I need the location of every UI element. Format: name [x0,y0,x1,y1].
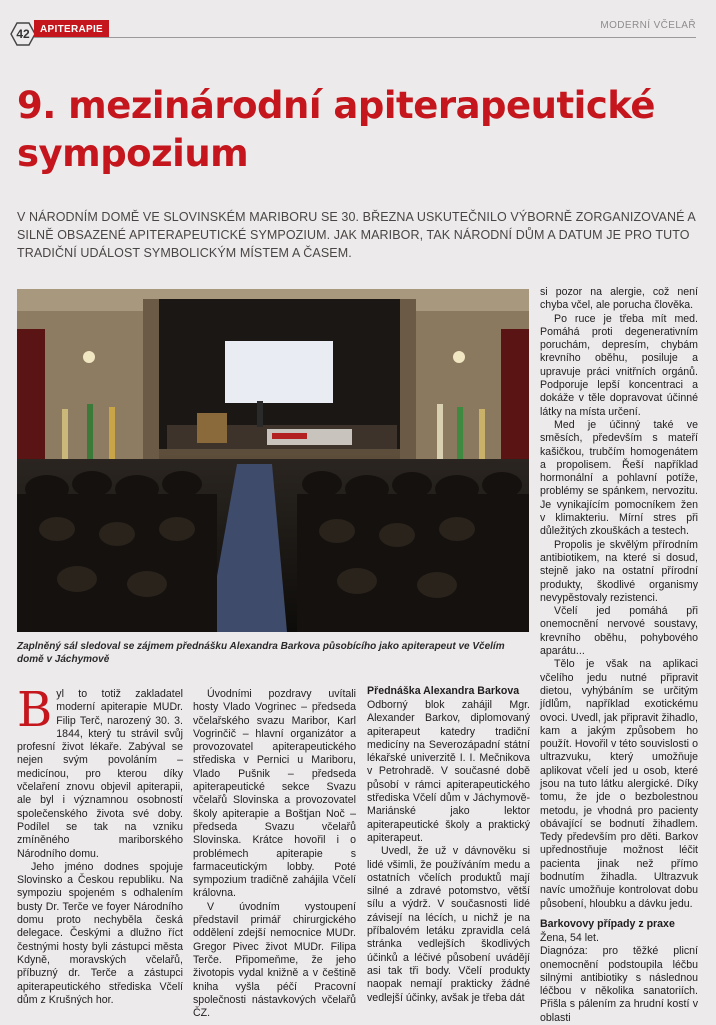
paragraph: Žena, 54 let. [540,931,599,944]
paragraph: Včelí jed pomáhá při onemocnění nervové soustavy, krevního oběhu, pohybového aparátu... [540,605,698,658]
paragraph: Po ruce je třeba mít med. Pomáhá proti degenerativním poruchám, depresím, chybám krevního oběhu, posiluje a upravuje práci vnitřních orgánů. Podporuje lepší koncentraci a dokáže v těle dopravovat účinné látky na místa určení. [540,312,698,418]
paragraph: Uvedl, že už v dávnověku si lidé všimli, že používáním medu a ostatních včelích produktů mají silné a zdravé potomstvo, větší sílu a výdrž. V současnosti lidé závisejí na lécích, u nichž je na příbalovém letáku zpravidla celá stránka vedlejších škodlivých účinků a léčivé působení uvádějí asi tak tři body. Včelí produkty naopak nemají prakticky žádné vedlejší účinky, avšak je třeba dát [367,845,530,1004]
text-column-4 [540,286,698,1025]
subheading: Přednáška Alexandra Barkova [367,685,520,697]
paragraph: Jeho jméno dodnes spojuje Slovinsko a Českou republiku. Na sympoziu spojeném s odhalením busty Dr. Terče ve foyer Národního domu proto nechyběla česká delegace. Českými a dlužno říct čestnými hosty byli zástupci města Kdyně, moravských včelařů, příbuzný dr. Terče a zástupci apiterapeutického střediska Včelí dům z Krušných hor. [17,860,183,1006]
section-tag: APITERAPIE [34,20,109,38]
subheading: Barkovovy případy z praxe [540,917,675,930]
paragraph: si pozor na alergie, což není chyba včel, ale porucha člověka. [540,286,698,312]
text-column-1 [17,682,183,1007]
article-lead: V NÁRODNÍM DOMĚ VE SLOVINSKÉM MARIBORU SE 30. BŘEZNA USKUTEČNILO VÝBORNĚ ZORGANIZOVANÉ A SILNĚ OBSAZENÉ APITERAPEUTICKÉ SYMPOZIUM. JAK MARIBOR, TAK NÁRODNÍ DŮM A DATUM JE PRO TUTO TRADIČNÍ UDÁLOST SYMBOLICKÝM MÍSTEM A ČASEM. [17,210,696,260]
text-column-3 [367,684,530,1005]
text-column-2 [193,688,356,1020]
paragraph: Úvodními pozdravy uvítali hosty Vlado Vogrinec – předseda včelařského svazu Maribor, Karl Vogrinčič – hlavní organizátor a provozovatel apiterapeutického střediska v Pernici u Mariboru, Vlado Pušnik – předseda apiterapeutické sekce Svazu včelařů Slovinska a provozovatel školy apiterapie a Boštjan Noč – předseda Svazu včelařů Slovinska. Krátce hovořil i o problémech apiterapie s farmaceutickým lobby. Poté sympozium tradičně zahájila Včelí královna. [193,688,356,900]
conference-hall-photo [17,289,529,632]
page-number [10,22,36,46]
paragraph: Diagnóza: pro těžké plicní onemocnění podstoupila léčbu silnými antibiotiky s následnou léčbou v několika sanatoriích. Přišla s pálením za hrudní kostí v oblasti [540,945,698,1024]
paragraph: Med je účinný také ve směsích, především s mateří kašičkou, trubčím homogenátem a propolisem. Řeší například hormonální a pohlavní potíže, problémy se spánkem, nervozitu. Je vynikajícím pomocníkem žen v klimakteriu. Mírní stres při důležitých zkouškách a testech. [540,418,698,538]
paragraph-text: yl to totiž zakladatel moderní apiterapie MUDr. Filip Terč, narozený 30. 3. 1844, který tu strávil svůj profesní život lékaře. Zabýval se nejen svým povoláním – medicínou, pro kterou díky včelaření znovu objevil apiterapii, ale byl i významnou osobností společenského života své doby. Podílel se tak na vzniku zmíněného mariborského Národního domu. [17,688,183,860]
hall-illustration [17,289,529,632]
page-number-text: 42 [16,27,30,41]
paragraph: Odborný blok zahájil Mgr. Alexander Barkov, diplomovaný apiterapeut katedry tradiční medicíny na Severozápadní státní lékařské univerzitě I. I. Mečnikova v Petrohradě. V současné době působí v rámci apiterapeutického střediska Včelí dům v Jáchymově-Mariánské jako lektor apiterapeutické školy a praktický apiterapeut. [367,699,530,844]
paragraph: Tělo je však na aplikaci včelího jedu nutné připravit dietou, vyhýbáním se určitým jídlům, například exotickému ovoci. Uvedl, jak připravit žihadlo, kam a jakým způsobem ho použít. Hovořil v této souvislosti o ultrazvuku, který umožňuje aplikovat včelí jed u osob, které jsou na tuto látku alergické. Díky tomu, že jde o bezbolestnou metodu, je vhodná pro pacienty obávající se bodnutí žihadlem. Tedy především pro děti. Barkov upřednostňuje možnost léčit pacienta jinak než přímo bodnutím žihadla. Ultrazvuk navíc umožňuje kontrolovat dobu působení, hloubku a dávku jedu. [540,658,698,910]
paragraph: Propolis je skvělým přírodním antibiotikem, na které si dosud, stejně jako na ostatní přírodní produkty, škodlivé organismy nevypěstovaly rezistenci. [540,538,698,604]
photo-caption: Zaplněný sál sledoval se zájmem přednášku Alexandra Barkova působícího jako apiterapeut ve Včelím domě v Jáchymově [17,641,505,665]
paragraph: V úvodním vystoupení představil primář chirurgického oddělení zdejší nemocnice MUDr. Gregor Pivec život MUDr. Filipa Terče. Připomeňme, že jeho životopis vydal knižně a v češtině kniha vyšla péčí Pracovní společnosti nástavkových včelařů ČZ. [193,900,356,1020]
article-title: 9. mezinárodní apiterapeutické sympozium [17,84,655,175]
header-divider [34,37,696,38]
paragraph [17,682,183,861]
drop-cap: B [17,682,53,738]
magazine-name: MODERNÍ VČELAŘ [600,20,696,31]
